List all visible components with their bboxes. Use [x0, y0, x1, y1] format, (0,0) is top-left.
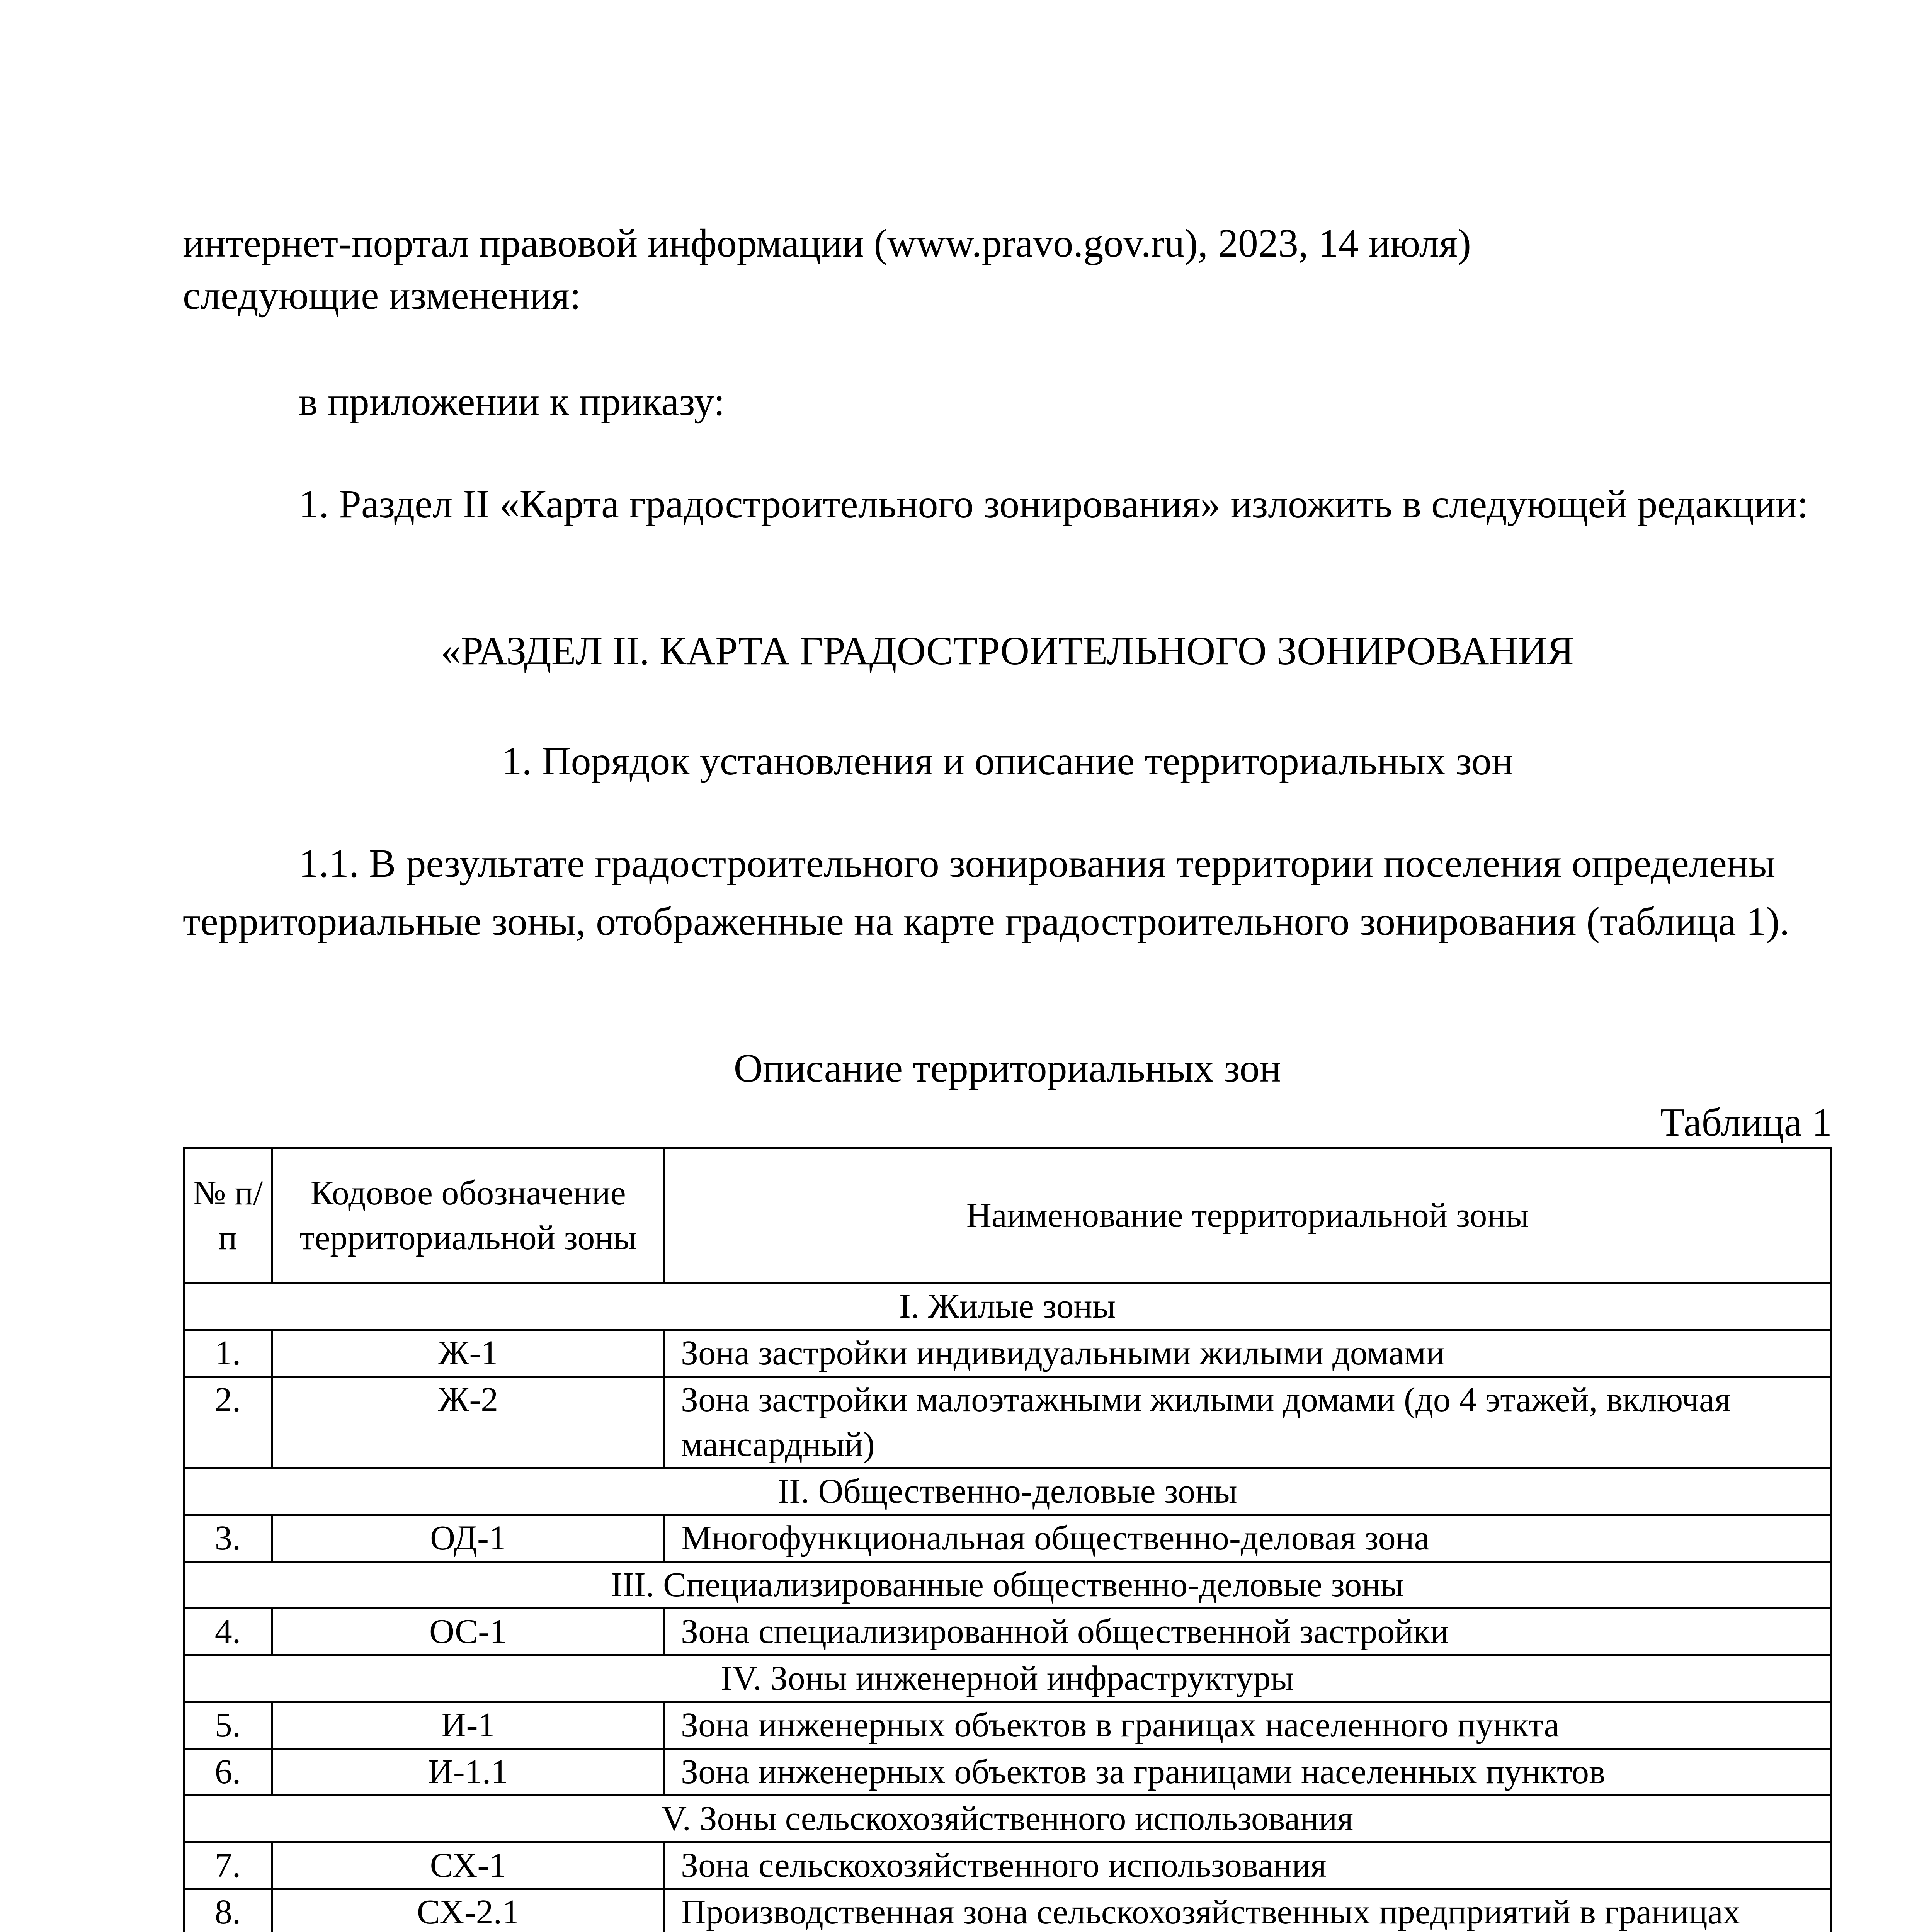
header-num: № п/п — [184, 1148, 272, 1283]
header-name: Наименование территориальной зоны — [665, 1148, 1831, 1283]
table-label: Таблица 1 — [1660, 1100, 1832, 1145]
zone-name-cell: Зона застройки малоэтажными жилыми домами (до 4 этажей, включая мансардный) — [665, 1377, 1831, 1468]
zone-code-cell: И-1 — [272, 1702, 665, 1749]
section-title-cell: IV. Зоны инженерной инфраструктуры — [184, 1655, 1831, 1702]
row-number-cell: 7. — [184, 1842, 272, 1889]
intro-line-1: интернет-портал правовой информации (www.pravo.gov.ru), 2023, 14 июля) — [183, 221, 1471, 265]
paragraph-1-1: 1.1. В результате градостроительного зонирования территории поселения определены территориальные зоны, отображенные на карте градостроительного зонирования (таблица 1). — [183, 841, 1790, 944]
zone-code-cell: СХ-1 — [272, 1842, 665, 1889]
section-row — [184, 1796, 1831, 1842]
zone-name-cell: Зона специализированной общественной застройки — [665, 1609, 1831, 1655]
zone-name-cell: Зона сельскохозяйственного использования — [665, 1842, 1831, 1889]
section-title-cell: I. Жилые зоны — [184, 1283, 1831, 1330]
section-title-cell: III. Специализированные общественно-деловые зоны — [184, 1562, 1831, 1609]
zone-name-cell: Зона инженерных объектов за границами населенных пунктов — [665, 1749, 1831, 1796]
section-title-cell: V. Зоны сельскохозяйственного использования — [184, 1796, 1831, 1842]
table-row — [184, 1515, 1831, 1562]
table-row — [184, 1889, 1831, 1932]
table-row — [184, 1702, 1831, 1749]
zone-code-cell: Ж-1 — [272, 1330, 665, 1377]
row-number-cell: 2. — [184, 1377, 272, 1468]
row-number-cell: 4. — [184, 1609, 272, 1655]
table-row — [184, 1330, 1831, 1377]
zone-name-cell: Многофункциональная общественно-деловая зона — [665, 1515, 1831, 1562]
section-row — [184, 1283, 1831, 1330]
row-number-cell: 3. — [184, 1515, 272, 1562]
table-title: Описание территориальных зон — [733, 1046, 1281, 1090]
section-title: «РАЗДЕЛ II. КАРТА ГРАДОСТРОИТЕЛЬНОГО ЗОНИРОВАНИЯ — [441, 629, 1574, 673]
zone-code-cell: Ж-2 — [272, 1377, 665, 1468]
section-row — [184, 1562, 1831, 1609]
header-code: Кодовое обозначение территориальной зоны — [272, 1148, 665, 1283]
zones-table — [183, 1147, 1832, 1932]
zone-name-cell: Зона инженерных объектов в границах населенного пункта — [665, 1702, 1831, 1749]
zone-code-cell: ОС-1 — [272, 1609, 665, 1655]
intro-line-2: следующие изменения: — [183, 273, 581, 318]
row-number-cell: 8. — [184, 1889, 272, 1932]
subsection-title: 1. Порядок установления и описание территориальных зон — [502, 739, 1513, 783]
section-title-cell: II. Общественно-деловые зоны — [184, 1468, 1831, 1515]
section-row — [184, 1655, 1831, 1702]
table-row — [184, 1842, 1831, 1889]
table-row — [184, 1749, 1831, 1796]
zone-name-cell: Зона застройки индивидуальными жилыми домами — [665, 1330, 1831, 1377]
zone-code-cell: И-1.1 — [272, 1749, 665, 1796]
table-row — [184, 1377, 1831, 1468]
table-header-row — [184, 1148, 1831, 1283]
zone-code-cell: СХ-2.1 — [272, 1889, 665, 1932]
appendix-paragraph: в приложении к приказу: — [299, 379, 725, 424]
item-1-paragraph: 1. Раздел II «Карта градостроительного зонирования» изложить в следующей редакции: — [299, 482, 1808, 526]
row-number-cell: 6. — [184, 1749, 272, 1796]
table-row — [184, 1609, 1831, 1655]
zone-name-cell: Производственная зона сельскохозяйственных предприятий в границах — [665, 1889, 1831, 1932]
zones-table-body — [184, 1283, 1831, 1932]
zone-code-cell: ОД-1 — [272, 1515, 665, 1562]
row-number-cell: 5. — [184, 1702, 272, 1749]
section-row — [184, 1468, 1831, 1515]
row-number-cell: 1. — [184, 1330, 272, 1377]
